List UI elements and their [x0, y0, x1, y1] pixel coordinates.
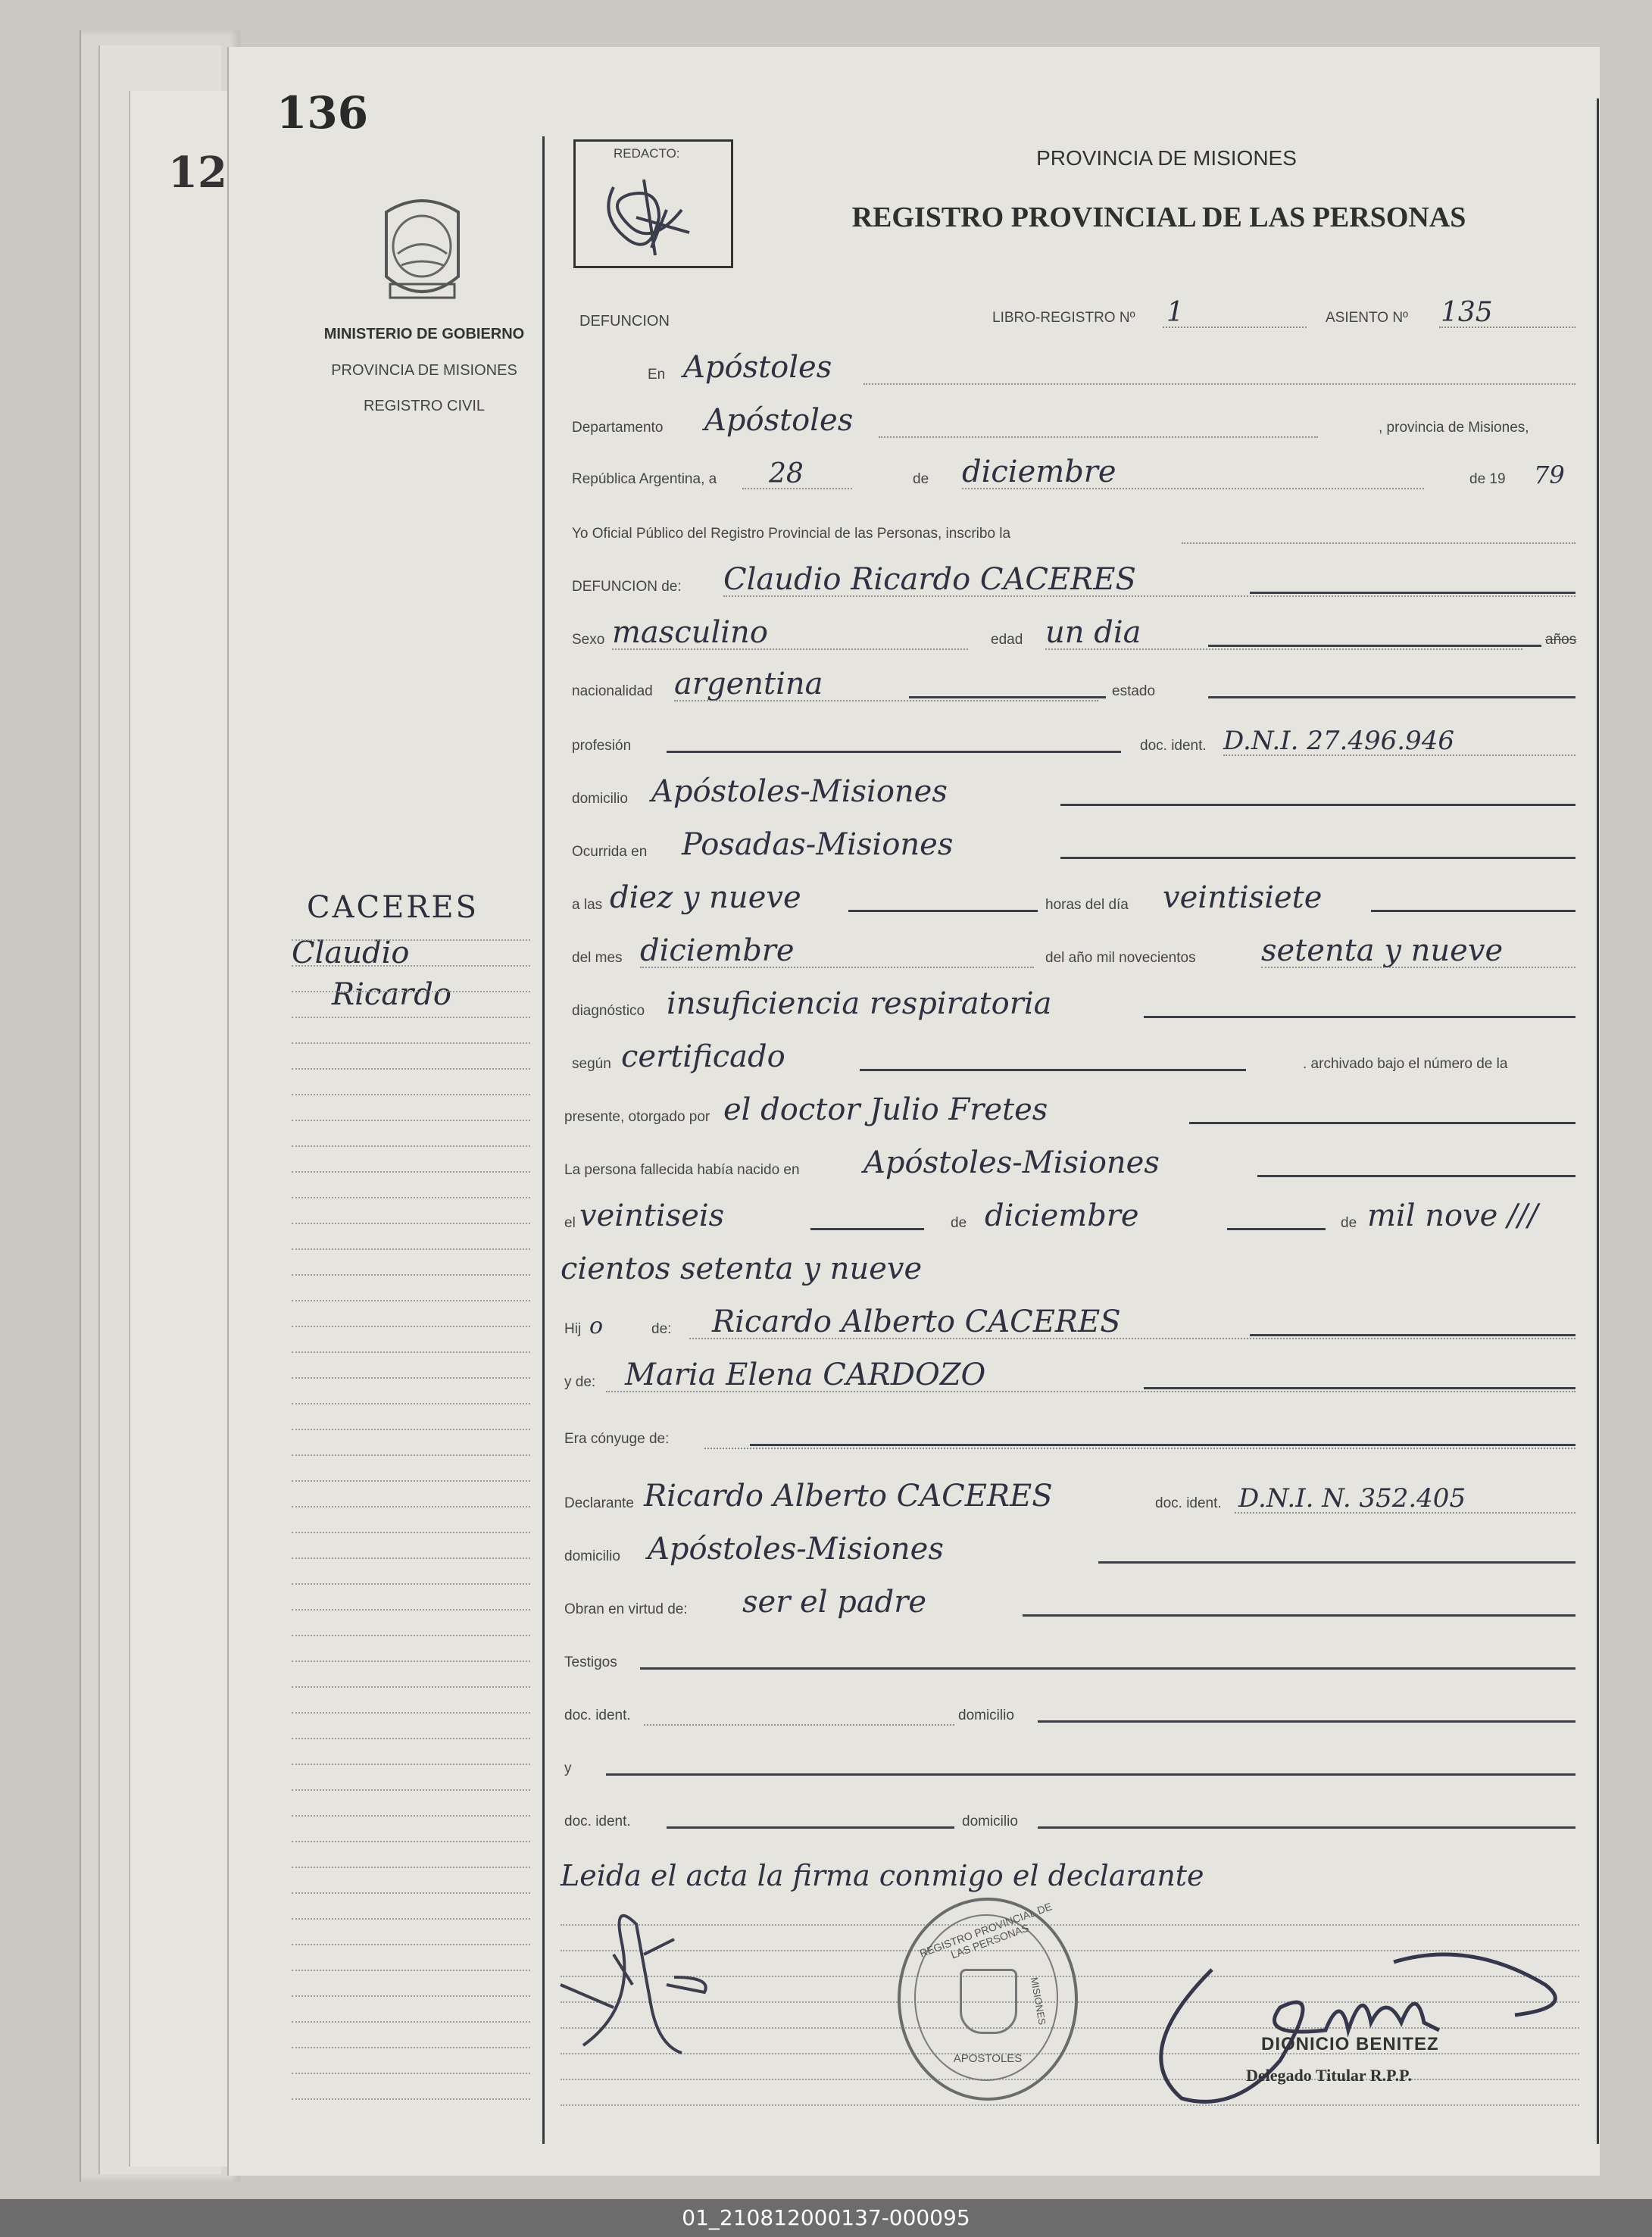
row-defuncion-de [561, 553, 1579, 598]
page-number: 136 [276, 87, 369, 139]
margin-line [292, 1686, 530, 1688]
segun-label: según [572, 1056, 611, 1072]
de3-value: mil nove /// [1367, 1198, 1538, 1233]
asiento-value: 135 [1441, 297, 1493, 328]
a-las-ink [848, 910, 1038, 912]
estado-ink [1208, 696, 1575, 698]
row-yo-oficial [561, 500, 1579, 545]
del-ano-value: setenta y nueve [1261, 933, 1504, 968]
margin-line [292, 1970, 530, 1971]
row-domicilio [561, 765, 1579, 811]
hijo-de-line [689, 1338, 1575, 1339]
row-hijo [561, 1295, 1579, 1341]
margin-line [292, 2073, 530, 2074]
margin-line [292, 1815, 530, 1817]
conyuge-label: Era cónyuge de: [564, 1431, 670, 1447]
t2-doc-label: doc. ident. [564, 1814, 631, 1829]
margin-line [292, 991, 530, 992]
hijo-label: Hij [564, 1321, 582, 1337]
edad-ink [1208, 645, 1541, 647]
el-value: veintiseis [579, 1198, 725, 1233]
y-de-ink [1144, 1387, 1575, 1389]
margin-surname: CACERES [307, 890, 479, 925]
declarante-label: Declarante [564, 1495, 634, 1511]
conyuge-ink [750, 1444, 1575, 1446]
departamento-line [879, 436, 1318, 438]
ocurrida-label: Ocurrida en [572, 844, 648, 860]
margin-line [292, 1944, 530, 1945]
registry-title: REGISTRO PROVINCIAL DE LAS PERSONAS [851, 202, 1466, 233]
del-mes-line [640, 967, 1034, 968]
libro-registro-row [992, 292, 1583, 330]
official-seal [898, 1898, 1078, 2101]
margin-line [292, 1377, 530, 1379]
nacionalidad-label: nacionalidad [572, 683, 653, 699]
yo-oficial-line [1182, 542, 1575, 544]
t-dom-label: domicilio [958, 1707, 1014, 1723]
margin-line [292, 1274, 530, 1276]
dia-line [742, 488, 852, 489]
margin-line [292, 2098, 530, 2100]
redacto-signature [583, 157, 720, 263]
yo-oficial-label: Yo Oficial Público del Registro Provincial de las Personas, inscribo la [572, 526, 1011, 542]
margin-line [292, 1532, 530, 1533]
row-testigos [561, 1629, 1579, 1674]
row-departamento [561, 394, 1579, 439]
row-nacionalidad [561, 658, 1579, 703]
margin-line [292, 1892, 530, 1894]
presente-label: presente, otorgado por [564, 1109, 710, 1125]
estado-label: estado [1112, 683, 1156, 699]
stacked-pages-2 [129, 91, 229, 2167]
row-fecha [561, 445, 1579, 491]
a-las-value: diez y nueve [610, 880, 801, 915]
year-value: 79 [1534, 461, 1565, 489]
ministerio-label: MINISTERIO DE GOBIERNO [323, 326, 525, 342]
decl-dom-label: domicilio [564, 1548, 620, 1564]
seal-bottom-text: APOSTOLES [953, 2052, 1023, 2065]
margin-line [292, 1841, 530, 1842]
margin-line [292, 1867, 530, 1868]
de2-label: de [951, 1215, 967, 1231]
defuncion-de-value: Claudio Ricardo CACERES [723, 562, 1136, 597]
de-year-label: de 19 [1469, 471, 1506, 487]
row-leida [561, 1848, 1579, 1894]
margin-line [292, 1738, 530, 1739]
horas-value: veintisiete [1163, 880, 1323, 915]
libro-value: 1 [1166, 297, 1184, 328]
horas-label: horas del día [1045, 897, 1129, 913]
margin-line [292, 1454, 530, 1456]
row-nacido [561, 1136, 1579, 1182]
presente-ink [1189, 1122, 1575, 1124]
column-divider [542, 136, 545, 2144]
profesion-label: profesión [572, 738, 632, 754]
margin-line [292, 1120, 530, 1121]
margin-line [292, 1171, 530, 1173]
t-doc-label: doc. ident. [564, 1707, 631, 1723]
seal-emblem [960, 1969, 1017, 2034]
nacido-value: Apóstoles-Misiones [863, 1145, 1160, 1180]
row-testigo1-doc [561, 1682, 1579, 1727]
margin-line [292, 1635, 530, 1636]
y-label: y [564, 1761, 572, 1776]
del-mes-value: diciembre [640, 933, 795, 968]
departamento-value: Apóstoles [704, 403, 854, 438]
obran-label: Obran en virtud de: [564, 1601, 688, 1617]
defuncion-de-label: DEFUNCION de: [572, 579, 682, 595]
margin-line [292, 1557, 530, 1559]
nacionalidad-line [674, 700, 1098, 701]
hijo-de-ink [1250, 1334, 1575, 1336]
decl-doc-value: D.N.I. N. 352.405 [1238, 1483, 1466, 1514]
leida-value: Leida el acta la firma conmigo el declarante [561, 1859, 1204, 1892]
diagnostico-label: diagnóstico [572, 1003, 645, 1019]
segun-value: certificado [621, 1039, 785, 1074]
anos-label: años [1545, 632, 1577, 648]
redacto-label: REDACTO: [614, 146, 680, 161]
horas-ink [1371, 910, 1575, 912]
y-ink [606, 1773, 1575, 1776]
right-border [1597, 98, 1599, 2144]
margin-line [292, 1995, 530, 1997]
margin-line [292, 1403, 530, 1404]
row-declarante [561, 1470, 1579, 1515]
margin-line [292, 1068, 530, 1070]
declarant-signature [553, 1894, 727, 2068]
y-de-label: y de: [564, 1374, 596, 1390]
margin-line [292, 1661, 530, 1662]
margin-line [292, 1326, 530, 1327]
defuncion-de-ink [1250, 592, 1575, 594]
margin-line [292, 1583, 530, 1585]
t-doc-line [644, 1724, 954, 1726]
margin-line [292, 1609, 530, 1611]
domicilio-value: Apóstoles-Misiones [651, 774, 948, 809]
profesion-ink [667, 751, 1121, 753]
margin-line [292, 1351, 530, 1353]
declarante-value: Ricardo Alberto CACERES [644, 1479, 1053, 1514]
de-label: de [913, 471, 929, 487]
del-mes-label: del mes [572, 950, 623, 966]
hijo-suffix: o [589, 1313, 604, 1339]
margin-line [292, 1042, 530, 1044]
margin-line [292, 1223, 530, 1224]
el-label: el [564, 1215, 576, 1231]
de2-ink [1227, 1228, 1326, 1230]
margin-line [292, 1764, 530, 1765]
row-sexo-edad [561, 606, 1579, 651]
en-line [863, 383, 1575, 385]
nacionalidad-value: argentina [674, 667, 823, 701]
t2-dom-label: domicilio [962, 1814, 1018, 1829]
row-testigo2-doc [561, 1788, 1579, 1833]
domicilio-label: domicilio [572, 791, 628, 807]
edad-value: un dia [1045, 615, 1141, 650]
departamento-label: Departamento [572, 420, 664, 436]
ocurrida-ink [1060, 857, 1575, 859]
row-y [561, 1735, 1579, 1780]
doc-ident-line [1223, 755, 1575, 756]
mes-line [962, 488, 1424, 489]
ocurrida-value: Posadas-Misiones [682, 827, 954, 862]
nacido-ink [1257, 1175, 1575, 1177]
officer-signature [1151, 1939, 1575, 2114]
presente-value: el doctor Julio Fretes [723, 1092, 1048, 1127]
provincia-label-inline: , provincia de Misiones, [1379, 420, 1529, 436]
asiento-line [1439, 326, 1575, 328]
t-dom-ink [1038, 1720, 1575, 1723]
row-en [561, 341, 1579, 386]
margin-line [292, 1197, 530, 1198]
decl-dom-value: Apóstoles-Misiones [648, 1532, 944, 1567]
row-cientos [561, 1242, 1579, 1288]
row-decl-domicilio [561, 1523, 1579, 1568]
margin-line [292, 2021, 530, 2023]
margin-line [292, 1248, 530, 1250]
margin-line [292, 939, 530, 941]
sexo-value: masculino [612, 615, 768, 650]
margin-second-name: Ricardo [332, 977, 451, 1012]
diagnostico-value: insuficiencia respiratoria [667, 986, 1052, 1021]
hijo-de-value: Ricardo Alberto CACERES [712, 1304, 1121, 1339]
y-de-value: Maria Elena CARDOZO [625, 1358, 986, 1392]
el-ink [810, 1228, 924, 1230]
row-y-de [561, 1348, 1579, 1394]
registro-civil-label: REGISTRO CIVIL [363, 398, 486, 414]
doc-ident-label: doc. ident. [1140, 738, 1207, 754]
margin-line [292, 1506, 530, 1507]
conyuge-line [704, 1448, 1575, 1449]
seal-side-text: MISIONES [1028, 1976, 1048, 2026]
row-ocurrida [561, 818, 1579, 864]
libro-label: LIBRO-REGISTRO Nº [992, 310, 1135, 326]
archivado-label: . archivado bajo el número de la [1303, 1056, 1508, 1072]
row-segun [561, 1030, 1579, 1076]
row-del-mes [561, 924, 1579, 970]
redacto-box [573, 139, 733, 268]
margin-line [292, 1094, 530, 1095]
defuncion-de-line [723, 595, 1575, 597]
row-profesion [561, 712, 1579, 758]
republica-label: República Argentina, a [572, 471, 717, 487]
margin-line [292, 1017, 530, 1018]
asiento-label: ASIENTO Nº [1326, 310, 1408, 326]
margin-line [292, 1480, 530, 1482]
margin-line [292, 1145, 530, 1147]
testigos-ink [640, 1667, 1575, 1670]
decl-dom-ink [1098, 1561, 1575, 1564]
defuncion-heading: DEFUNCION [579, 313, 670, 330]
sexo-label: Sexo [572, 632, 605, 648]
row-presente [561, 1083, 1579, 1129]
en-label: En [648, 367, 666, 383]
margin-line [292, 2047, 530, 2048]
t2-doc-ink [667, 1826, 954, 1829]
margin-line [292, 1712, 530, 1714]
diagnostico-ink [1144, 1016, 1575, 1018]
nacido-label: La persona fallecida había nacido en [564, 1162, 800, 1178]
dia-value: 28 [769, 458, 804, 489]
hijo-de-label: de: [651, 1321, 672, 1337]
margin-line [292, 1789, 530, 1791]
decl-doc-line [1235, 1512, 1575, 1514]
file-id-label: 01_210812000137-000095 [0, 2199, 1652, 2237]
row-obran [561, 1576, 1579, 1621]
margin-line [292, 965, 530, 967]
del-ano-label: del año mil novecientos [1045, 950, 1196, 966]
back-page-number: 12 [168, 148, 227, 198]
edad-line [1045, 648, 1522, 650]
edad-label: edad [991, 632, 1023, 648]
margin-line [292, 1300, 530, 1301]
y-de-line [606, 1391, 1575, 1392]
margin-first-name: Claudio [292, 936, 410, 970]
row-el-fecha [561, 1189, 1579, 1235]
domicilio-ink [1060, 804, 1575, 806]
obran-value: ser el padre [742, 1585, 927, 1620]
provincia-label: PROVINCIA DE MISIONES [331, 362, 517, 379]
officer-title-stamp: Delegado Titular R.P.P. [1246, 2066, 1413, 2085]
a-las-label: a las [572, 897, 603, 913]
libro-line [1163, 326, 1307, 328]
row-a-las [561, 871, 1579, 917]
margin-line [292, 1918, 530, 1920]
testigos-label: Testigos [564, 1654, 617, 1670]
doc-ident-value: D.N.I. 27.496.946 [1223, 726, 1454, 756]
cientos-value: cientos setenta y nueve [561, 1251, 923, 1286]
row-conyuge [561, 1405, 1579, 1451]
obran-ink [1023, 1614, 1575, 1617]
mes-value: diciembre [962, 455, 1116, 489]
en-value: Apóstoles [683, 350, 832, 385]
coat-of-arms-emblem [371, 193, 473, 311]
de3-label: de [1341, 1215, 1357, 1231]
del-ano-line [1261, 967, 1575, 968]
seal-outer-text: REGISTRO PROVINCIAL DE LAS PERSONAS [917, 1900, 1054, 1961]
segun-ink [860, 1069, 1246, 1071]
row-diagnostico [561, 977, 1579, 1023]
province-title: PROVINCIA DE MISIONES [1036, 146, 1297, 170]
sexo-line [612, 648, 968, 650]
nacionalidad-ink [909, 696, 1106, 698]
officer-name-stamp: DIONICIO BENITEZ [1261, 2034, 1439, 2054]
de2-value: diciembre [985, 1198, 1139, 1233]
decl-doc-label: doc. ident. [1155, 1495, 1222, 1511]
margin-line [292, 1429, 530, 1430]
t2-dom-ink [1038, 1826, 1575, 1829]
